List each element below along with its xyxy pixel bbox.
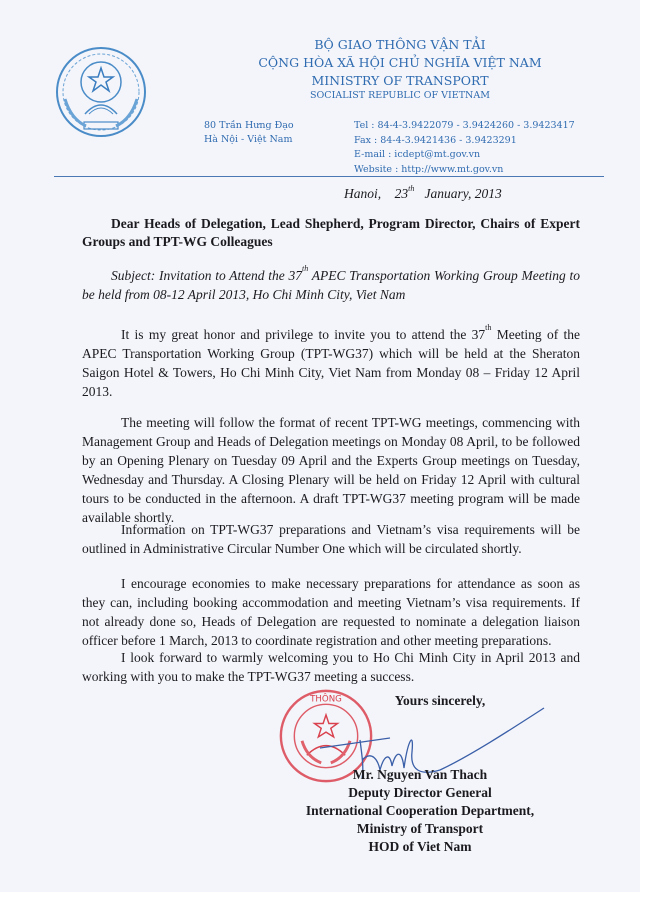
email-line: E-mail : icdept@mt.gov.vn bbox=[354, 149, 481, 160]
signature-block bbox=[290, 692, 550, 856]
subject-sup: th bbox=[301, 264, 309, 273]
country-name-en: SOCIALIST REPUBLIC OF VIETNAM bbox=[310, 90, 490, 101]
date-day-suffix: th bbox=[408, 184, 415, 193]
address-line: Hà Nội - Việt Nam bbox=[204, 134, 293, 145]
signatory-name: Mr. Nguyen Van Thach bbox=[352, 767, 488, 782]
p1-sup: th bbox=[485, 323, 492, 332]
body-paragraph-3: Information on TPT-WG37 preparations and Vietnam’s visa requirements will be outlined in Administrative Circular Number One which will be circulated shortly. bbox=[82, 522, 580, 556]
body-paragraph-2: The meeting will follow the format of recent TPT-WG meetings, commencing with Management Group and Heads of Delegation meetings on Monday 08 April, to be followed by an Opening Plenary on Tuesday 09 April and the Experts Group meetings on Tuesday, Wednesday and Thursday. A Closing Plenary will be held on Friday 12 April with cultural tours to be conducted in the afternoon. A draft TPT-WG37 meeting program will be made available shortly. bbox=[82, 415, 580, 525]
closing-phrase: Yours sincerely, bbox=[394, 693, 486, 708]
address-block bbox=[204, 119, 294, 147]
date-rest: January, 2013 bbox=[424, 186, 502, 201]
signatory-department: International Cooperation Department, bbox=[305, 803, 535, 818]
body-paragraph-5: I look forward to warmly welcoming you to Ho Chi Minh City in April 2013 and working with you to make the TPT-WG37 meeting a success. bbox=[82, 650, 580, 684]
body-paragraph-1 bbox=[82, 325, 580, 401]
ministry-name-en: MINISTRY OF TRANSPORT bbox=[311, 73, 489, 88]
header-divider bbox=[54, 176, 604, 177]
subject-line bbox=[82, 266, 580, 304]
subject-prefix: Subject: Invitation to Attend the 37 bbox=[111, 268, 302, 283]
body-paragraph-4: I encourage economies to make necessary preparations for attendance as soon as they can, including booking accommodation and meeting Vietnam’s visa requirements. If not already done so, Heads of Delegation are requested to nominate a delegation liaison officer before 1 March, 2013 to coordinate registration and other meeting preparations. bbox=[82, 576, 580, 648]
signatory-role: HOD of Viet Nam bbox=[368, 839, 472, 854]
ministry-name-vn: BỘ GIAO THÔNG VẬN TẢI bbox=[314, 37, 486, 52]
address-line: 80 Trần Hưng Đạo bbox=[204, 120, 294, 131]
p1-text-a: It is my great honor and privilege to invite you to attend the 37 bbox=[121, 327, 486, 342]
letter-date bbox=[344, 186, 502, 202]
subject-rest: APEC Transportation Working Group Meeting to be held from 08-12 April 2013, Ho Chi Minh City, Viet Nam bbox=[82, 268, 580, 302]
letterhead bbox=[190, 36, 610, 103]
website-line: Website : http://www.mt.gov.vn bbox=[354, 163, 504, 175]
country-name-vn: CỘNG HÒA XÃ HỘI CHỦ NGHĨA VIỆT NAM bbox=[258, 55, 542, 70]
national-emblem-icon bbox=[50, 44, 152, 144]
signatory-ministry: Ministry of Transport bbox=[356, 821, 484, 836]
tel-line: Tel : 84-4-3.9422079 - 3.9424260 - 3.9423417 bbox=[354, 120, 575, 131]
signatory-title: Deputy Director General bbox=[348, 785, 492, 800]
date-day: 23 bbox=[394, 186, 409, 201]
fax-line: Fax : 84-4-3.9421436 - 3.9423291 bbox=[354, 134, 517, 146]
svg-text:THÔNG: THÔNG bbox=[310, 694, 342, 705]
contact-block bbox=[354, 119, 575, 177]
date-place: Hanoi, bbox=[344, 186, 382, 201]
salutation: Dear Heads of Delegation, Lead Shepherd, Program Director, Chairs of Expert Groups and TPT-WG Colleagues bbox=[82, 216, 580, 249]
p1-text-b: Meeting of the APEC Transportation Working Group (TPT-WG37) which will be held at the Sheraton Saigon Hotel & Towers, Ho Chi Minh City, Viet Nam from Monday 08 – Friday 12 April 2013. bbox=[82, 327, 580, 399]
